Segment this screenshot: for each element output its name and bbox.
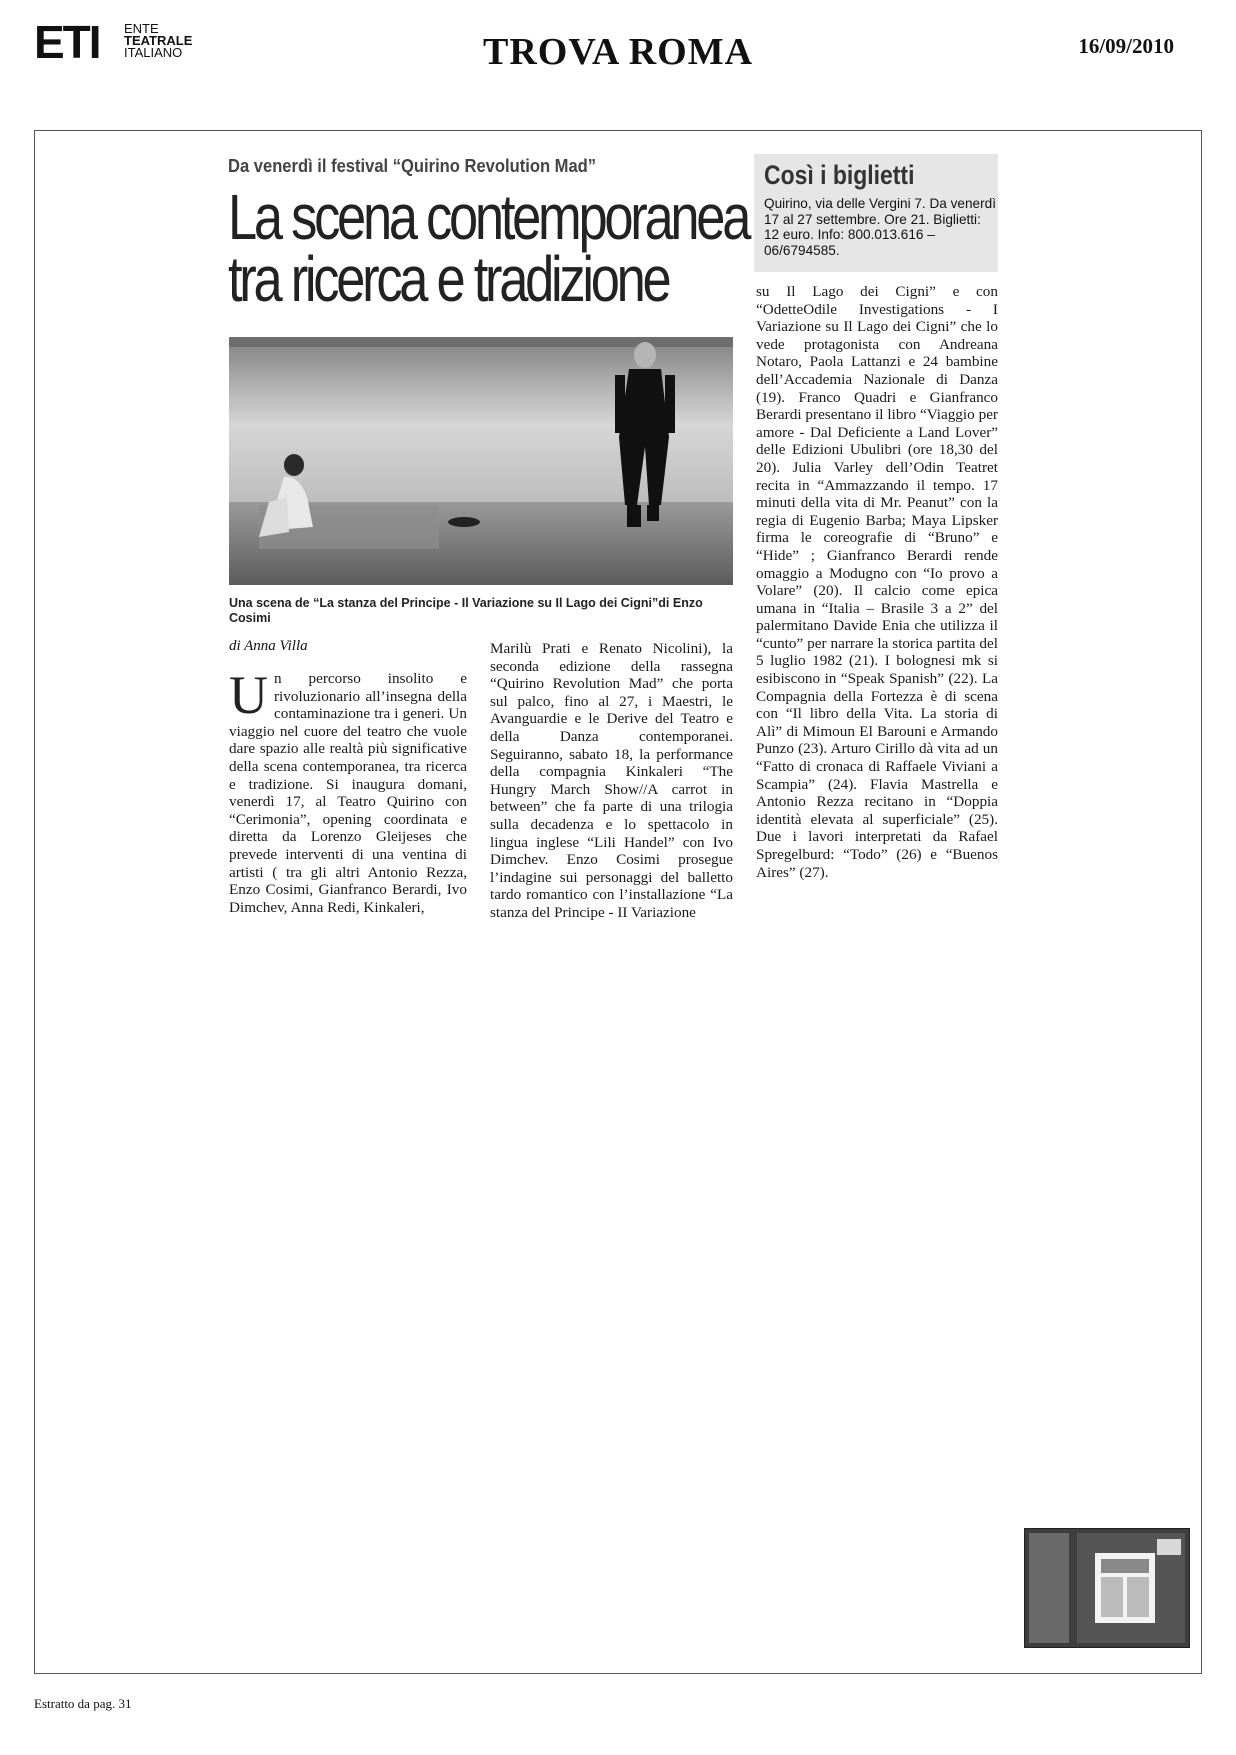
article-column-2: Marilù Prati e Renato Nicolini), la seconda edizione della rassegna “Quirino Revolution Mad” che porta sul palco, fino al 27, i Maestri, le Avanguardie e le Derive del Teatro e della Danza contemporanei. Seguiranno, sabato 18, la performance della compagnia Kinkaleri “The Hungry March Show//A carrot in between” che fa parte di una trilogia sulla decadenza e lo spettacolo in lingua inglese “Lili Handel” con Ivo Dimchev. Enzo Cosimi prosegue l’indagine sui personaggi del balletto tardo romantico con l’installazione “La stanza del Principe - II Variazione <box>490 640 733 921</box>
article-photo <box>229 337 733 585</box>
article-kicker: Da venerdì il festival “Quirino Revolution Mad” <box>228 156 597 176</box>
headline-line-1: La scena contemporanea <box>228 181 749 253</box>
headline-line-2: tra ricerca e tradizione <box>228 243 669 315</box>
article-byline: di Anna Villa <box>229 638 308 654</box>
page-thumbnail <box>1024 1528 1190 1648</box>
tickets-box-title: Così i biglietti <box>764 160 915 190</box>
logo-line-ente: ENTE <box>124 21 159 36</box>
publication-date: 16/09/2010 <box>1078 34 1174 58</box>
publication-title: TROVA ROMA <box>482 31 754 73</box>
article-headline <box>228 181 749 315</box>
drop-cap: U <box>229 665 268 725</box>
tickets-box-text: Quirino, via delle Vergini 7. Da venerdì 17 al 27 settembre. Ore 21. Biglietti: 12 euro. Info: 800.013.616 – 06/6794585. <box>764 196 996 258</box>
logo-mark: ETI <box>34 16 100 68</box>
page-footer: Estratto da pag. 31 <box>34 1696 132 1711</box>
logo-line-teatrale: TEATRALE <box>124 33 193 48</box>
photo-caption: Una scena de “La stanza del Principe - Il Variazione su Il Lago dei Cigni”di Enzo Cosimi <box>229 596 703 625</box>
column-1-text: n percorso insolito e rivoluzionario all’insegna della contaminazione tra i generi. Un viaggio nel cuore del teatro che vuole dare spazio alle realtà più significative della scena contemporanea, tra ricerca e tradizione. Si inaugura domani, venerdì 17, al Teatro Quirino con “Cerimonia”, opening coordinata e diretta da Lorenzo Gleijeses che prevede interventi di una ventina di artisti ( tra gli altri Antonio Rezza, Enzo Cosimi, Gianfranco Berardi, Ivo Dimchev, Anna Redi, Kinkaleri, <box>229 670 467 916</box>
logo-line-italiano: ITALIANO <box>124 45 183 60</box>
article-column-3: su Il Lago dei Cigni” e con “OdetteOdile Investigations - I Variazione su Il Lago dei Cigni” che lo vede protagonista con Andreana Notaro, Paola Lattanzi e 24 bambine dell’Accademia Nazionale di Danza (19). Franco Quadri e Gianfranco Berardi presentano il libro “Viaggio per amore - Dal Deficiente a Land Lover” delle Edizioni Ubulibri (ore 18,30 del 20). Julia Varley dell’Odin Teatret recita in “Ammazzando il tempo. 17 minuti della vita di Mr. Peanut” con la regia di Eugenio Barba; Maya Lipsker firma le coreografie di “Bruno” e “Hide” ; Gianfranco Berardi rende omaggio a Modugno con “Io provo a Volare” (20). Il calcio come epica umana in “Italia – Brasile 3 a 2” del palermitano Davide Enia che utilizza il “cunto” per narrare la storica partita del 5 luglio 1982 (21). I bolognesi mk si esibiscono in “Speak Spanish” (22). La Compagnia della Fortezza è di scena con “Il libro della Vita. La storia di Alì” di Mimoun El Barouni e Armando Punzo (23). Arturo Cirillo dà vita ad un “Fatto di cronaca di Raffaele Viviani a Scampia” (24). Flavia Mastrella e Antonio Rezza recitano in “Doppia identità elevata al superficiale” (25). Due i lavori interpretati da Rafael Spregelburd: “Todo” (26) e “Buenos Aires” (27). <box>756 283 998 881</box>
article-column-1 <box>229 665 467 916</box>
